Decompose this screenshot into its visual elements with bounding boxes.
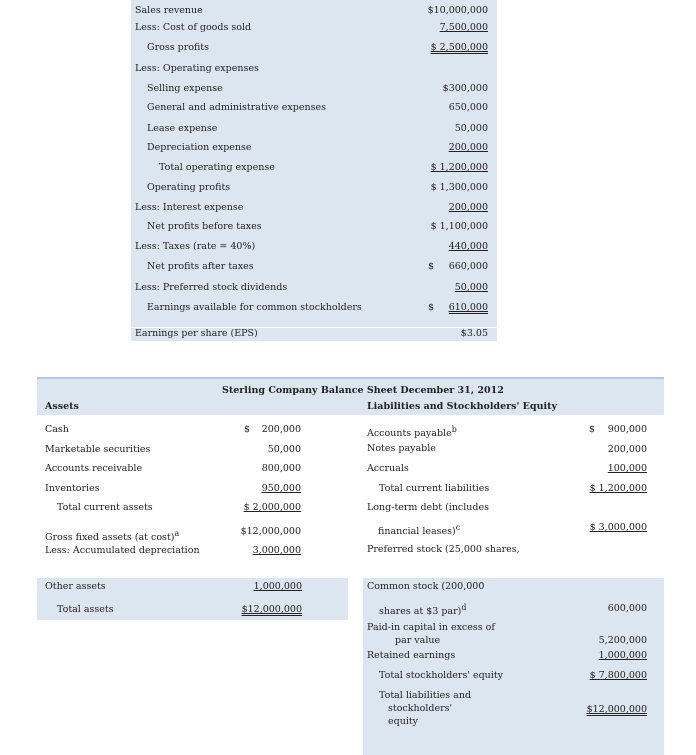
gross-fixed-label: Gross fixed assets (at cost)$^a$ xyxy=(45,529,180,544)
income-row-label: Less: Preferred stock dividends xyxy=(135,282,288,293)
income-row-label: Net profits after taxes xyxy=(147,261,254,272)
income-row xyxy=(131,22,497,40)
income-row xyxy=(131,202,497,220)
income-row xyxy=(131,123,497,141)
income-row xyxy=(131,42,497,60)
common-stock-label-1: Common stock (200,000 xyxy=(367,581,485,592)
income-statement xyxy=(131,0,497,341)
income-row-value: $ 1,200,000 xyxy=(430,162,488,173)
retained-earnings-label: Retained earnings xyxy=(367,650,456,661)
income-row-label: Lease expense xyxy=(147,123,218,134)
long-term-debt-label-2: financial leases)$^c$ xyxy=(378,523,461,538)
income-row xyxy=(131,5,497,23)
total-current-liabilities-label: Total current liabilities xyxy=(379,483,490,494)
retained-earnings-value: 1,000,000 xyxy=(598,650,647,661)
income-row-value: 610,000 xyxy=(448,302,488,313)
common-stock-label-2: shares at $3 par)$^d$ xyxy=(379,603,467,618)
balance-sheet-body xyxy=(37,415,664,563)
total-assets-value: $12,000,000 xyxy=(241,604,302,615)
balance-sheet-header xyxy=(37,377,664,417)
income-row xyxy=(131,142,497,160)
balance-sheet-other-assets xyxy=(37,578,348,620)
income-row-label: Less: Operating expenses xyxy=(135,63,259,74)
income-row-label: Total operating expense xyxy=(159,162,275,173)
other-assets-label: Other assets xyxy=(45,581,106,592)
long-term-debt-label-1: Long-term debt (includes xyxy=(367,502,489,513)
other-assets-value: 1,000,000 xyxy=(253,581,302,592)
total-le-value: $12,000,000 xyxy=(586,704,647,715)
total-current-assets-value: $ 2,000,000 xyxy=(243,502,301,513)
accounts-payable-label: Accounts payable$^b$ xyxy=(367,425,457,440)
paid-in-label-1: Paid-in capital in excess of xyxy=(367,622,495,633)
income-row-value: 650,000 xyxy=(448,102,488,113)
accruals-label: Accruals xyxy=(367,463,409,474)
income-row-value: $300,000 xyxy=(442,83,488,94)
total-equity-label: Total stockholders' equity xyxy=(379,670,504,681)
income-row xyxy=(131,102,497,120)
inventories-value: 950,000 xyxy=(261,483,301,494)
marketable-label: Marketable securities xyxy=(45,444,151,455)
receivable-value: 800,000 xyxy=(261,463,301,474)
balance-sheet-equity xyxy=(363,578,664,755)
gross-fixed-value: $12,000,000 xyxy=(240,526,301,537)
income-row xyxy=(131,221,497,239)
income-row-label: Sales revenue xyxy=(135,5,203,16)
notes-payable-label: Notes payable xyxy=(367,443,436,454)
income-row xyxy=(131,63,497,81)
marketable-value: 50,000 xyxy=(267,444,301,455)
assets-header: Assets xyxy=(45,401,79,412)
accounts-payable-dollar: $ xyxy=(589,424,596,435)
long-term-debt-value: $ 3,000,000 xyxy=(589,522,647,533)
paid-in-value: 5,200,000 xyxy=(598,635,647,646)
balance-sheet-title: Sterling Company Balance Sheet December 31, 2012 xyxy=(222,385,504,396)
income-row-label: Depreciation expense xyxy=(147,142,252,153)
income-row-label: Less: Interest expense xyxy=(135,202,244,213)
income-row-value: 200,000 xyxy=(448,142,488,153)
income-row-dollar: $ xyxy=(428,261,435,272)
income-row-label: Gross profits xyxy=(147,42,209,53)
preferred-stock-label: Preferred stock (25,000 shares, xyxy=(367,544,520,555)
income-row-value: $ 2,500,000 xyxy=(430,42,488,53)
cash-value: 200,000 xyxy=(261,424,301,435)
depreciation-value: 3,000,000 xyxy=(252,545,301,556)
liabilities-header: Liabilities and Stockholders' Equity xyxy=(367,401,557,412)
income-row xyxy=(131,282,497,300)
income-row-dollar: $ xyxy=(428,302,435,313)
paid-in-label-2: par value xyxy=(395,635,441,646)
income-row-label: Less: Cost of goods sold xyxy=(135,22,252,33)
notes-payable-value: 200,000 xyxy=(607,444,647,455)
cash-dollar: $ xyxy=(244,424,251,435)
income-row-label: Selling expense xyxy=(147,83,223,94)
income-row xyxy=(131,302,497,320)
income-row xyxy=(131,261,497,279)
income-row-label: Earnings available for common stockholders xyxy=(147,302,362,313)
depreciation-label: Less: Accumulated depreciation xyxy=(45,545,200,556)
total-assets-label: Total assets xyxy=(57,604,114,615)
total-current-liabilities-value: $ 1,200,000 xyxy=(589,483,647,494)
income-row-value: 50,000 xyxy=(454,123,488,134)
income-row-value: 7,500,000 xyxy=(439,22,488,33)
income-row-value: $ 1,300,000 xyxy=(430,182,488,193)
income-row xyxy=(131,182,497,200)
income-row xyxy=(131,241,497,259)
income-row-value: $3.05 xyxy=(460,328,488,339)
income-row xyxy=(131,327,497,346)
cash-label: Cash xyxy=(45,424,69,435)
income-row-value: 200,000 xyxy=(448,202,488,213)
income-row-value: 440,000 xyxy=(448,241,488,252)
common-stock-value: 600,000 xyxy=(607,603,647,614)
income-row-value: $ 1,100,000 xyxy=(430,221,488,232)
income-row-label: Earnings per share (EPS) xyxy=(135,328,258,339)
income-row-label: Operating profits xyxy=(147,182,231,193)
income-row xyxy=(131,162,497,180)
total-le-label-3: equity xyxy=(388,716,419,727)
total-le-label-2: stockholders' xyxy=(388,703,453,714)
receivable-label: Accounts receivable xyxy=(45,463,143,474)
total-current-assets-label: Total current assets xyxy=(57,502,153,513)
accounts-payable-value: 900,000 xyxy=(607,424,647,435)
accruals-value: 100,000 xyxy=(607,463,647,474)
total-le-label-1: Total liabilities and xyxy=(379,690,472,701)
income-row-value: 660,000 xyxy=(448,261,488,272)
income-row xyxy=(131,83,497,101)
income-row-value: 50,000 xyxy=(454,282,488,293)
income-row-label: General and administrative expenses xyxy=(147,102,326,113)
inventories-label: Inventories xyxy=(45,483,100,494)
income-row-value: $10,000,000 xyxy=(427,5,488,16)
income-row-label: Net profits before taxes xyxy=(147,221,262,232)
total-equity-value: $ 7,800,000 xyxy=(589,670,647,681)
income-row-label: Less: Taxes (rate = 40%) xyxy=(135,241,256,252)
